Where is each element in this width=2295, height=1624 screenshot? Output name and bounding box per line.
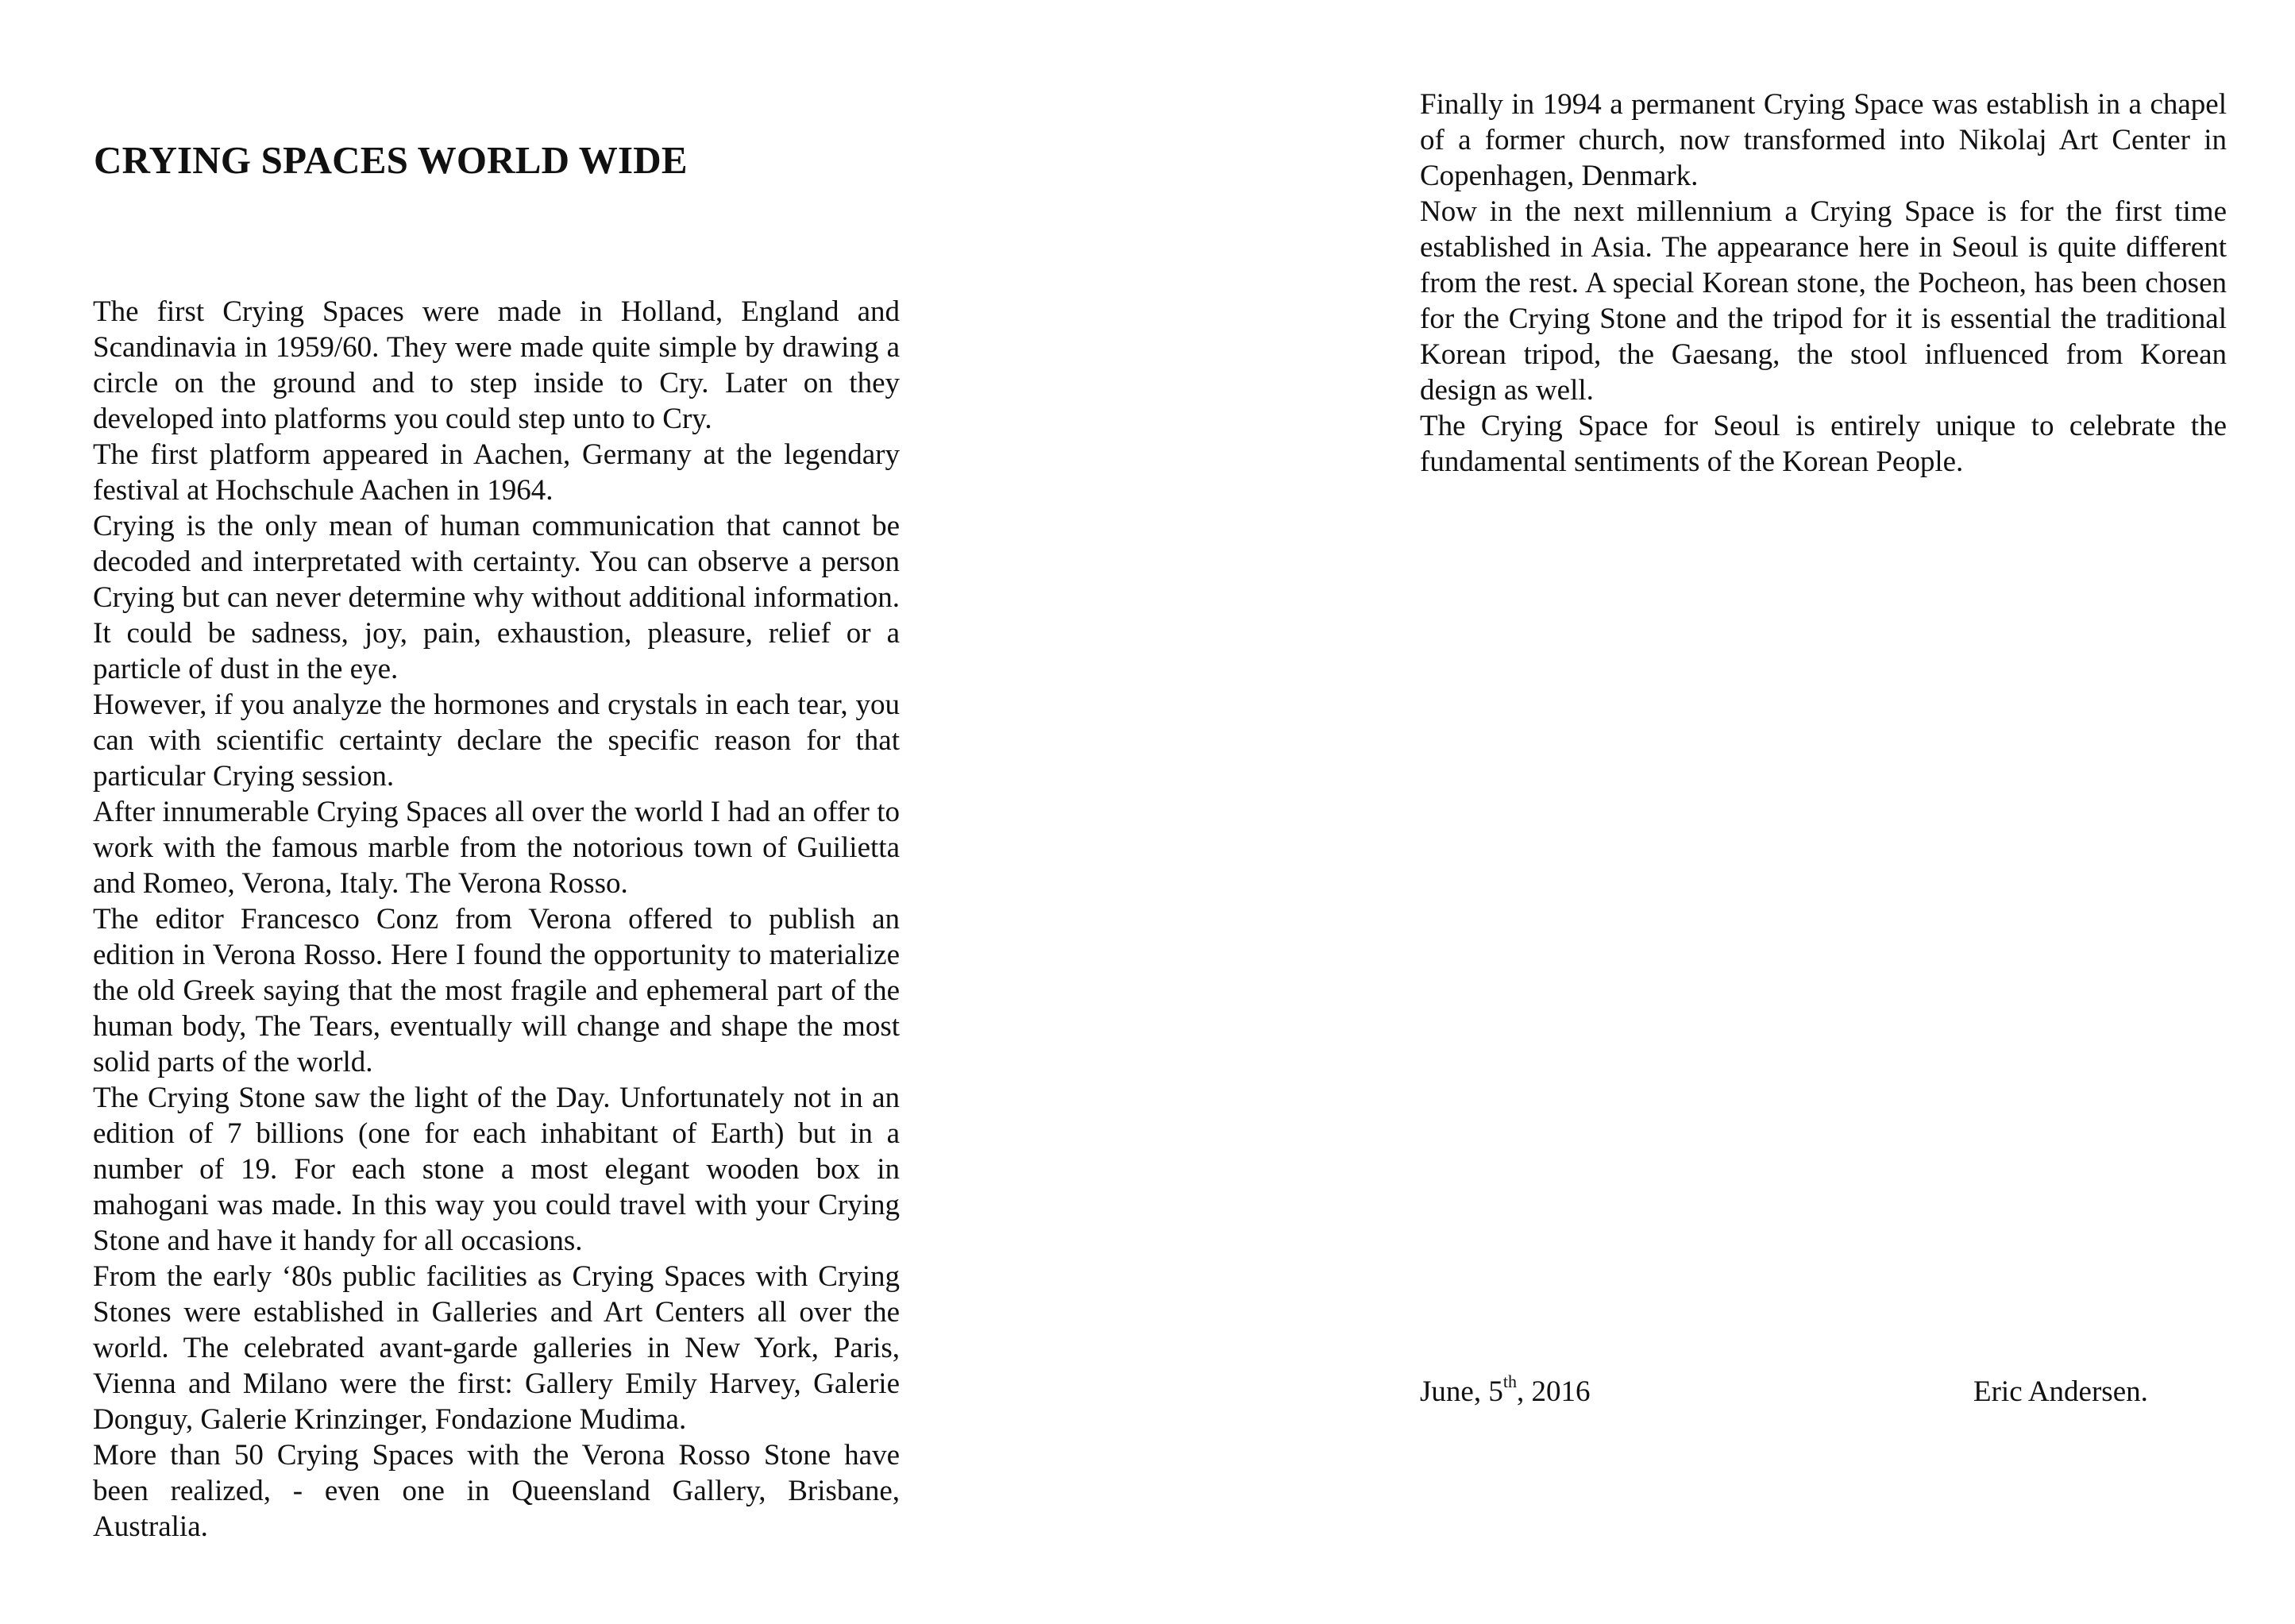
date-ordinal: th (1502, 1371, 1517, 1391)
paragraph: The first platform appeared in Aachen, Germany at the legendary festival at Hochschule Aachen in 1964. (93, 438, 900, 507)
paragraph: The Crying Stone saw the light of the Day. Unfortunately not in an edition of 7 billions (one for each inhabitant of Earth) but in a number of 19. For each stone a most elegant wooden box in mahogani was made. In this way you could travel with your Crying Stone and have it handy for all occasions. (93, 1082, 900, 1257)
signature-date (1420, 1371, 1591, 1410)
date-year: , 2016 (1516, 1375, 1591, 1408)
paragraph: From the early ‘80s public facilities as Crying Spaces with Crying Stones were established in Galleries and Art Centers all over the world. The celebrated avant-garde galleries in New York, Paris, Vienna and Milano were the first: Gallery Emily Harvey, Galerie Donguy, Galerie Krinzinger, Fondazione Mudima. (93, 1260, 900, 1436)
document-title: CRYING SPACES WORLD WIDE (94, 138, 688, 182)
date-day: June, 5 (1420, 1375, 1503, 1408)
paragraph: More than 50 Crying Spaces with the Verona Rosso Stone have been realized, - even one in Queensland Gallery, Brisbane, Australia. (93, 1439, 900, 1543)
paragraph: However, if you analyze the hormones and crystals in each tear, you can with scientific certainty declare the specific reason for that particular Crying session. (93, 689, 900, 793)
signature-author: Eric Andersen. (1973, 1375, 2148, 1408)
right-page (1148, 0, 2295, 1624)
paragraph: The first Crying Spaces were made in Holland, England and Scandinavia in 1959/60. They were made quite simple by drawing a circle on the ground and to step inside to Cry. Later on they developed into platforms you could step unto to Cry. (93, 295, 900, 435)
paragraph: Finally in 1994 a permanent Crying Space was establish in a chapel of a former church, now transformed into Nikolaj Art Center in Copenhagen, Denmark. (1420, 88, 2227, 192)
paragraph: Now in the next millennium a Crying Space is for the first time established in Asia. The appearance here in Seoul is quite different from the rest. A special Korean stone, the Pocheon, has been chosen for the Crying Stone and the tripod for it is essential the traditional Korean tripod, the Gaesang, the stool influenced from Korean design as well. (1420, 195, 2227, 407)
paragraph: Crying is the only mean of human communication that cannot be decoded and interpretated with certainty. You can observe a person Crying but can never determine why without additional information. It could be sadness, joy, pain, exhaustion, pleasure, relief or a particle of dust in the eye. (93, 510, 900, 685)
paragraph: The Crying Space for Seoul is entirely unique to celebrate the fundamental sentiments of the Korean People. (1420, 410, 2227, 478)
right-column-text (1420, 87, 2227, 480)
paragraph: After innumerable Crying Spaces all over the world I had an offer to work with the famous marble from the notorious town of Guilietta and Romeo, Verona, Italy. The Verona Rosso. (93, 796, 900, 900)
paragraph: The editor Francesco Conz from Verona offered to publish an edition in Verona Rosso. Here I found the opportunity to materialize the old Greek saying that the most fragile and ephemeral part of the human body, The Tears, eventually will change and shape the most solid parts of the world. (93, 903, 900, 1078)
left-column-text (93, 294, 900, 1545)
